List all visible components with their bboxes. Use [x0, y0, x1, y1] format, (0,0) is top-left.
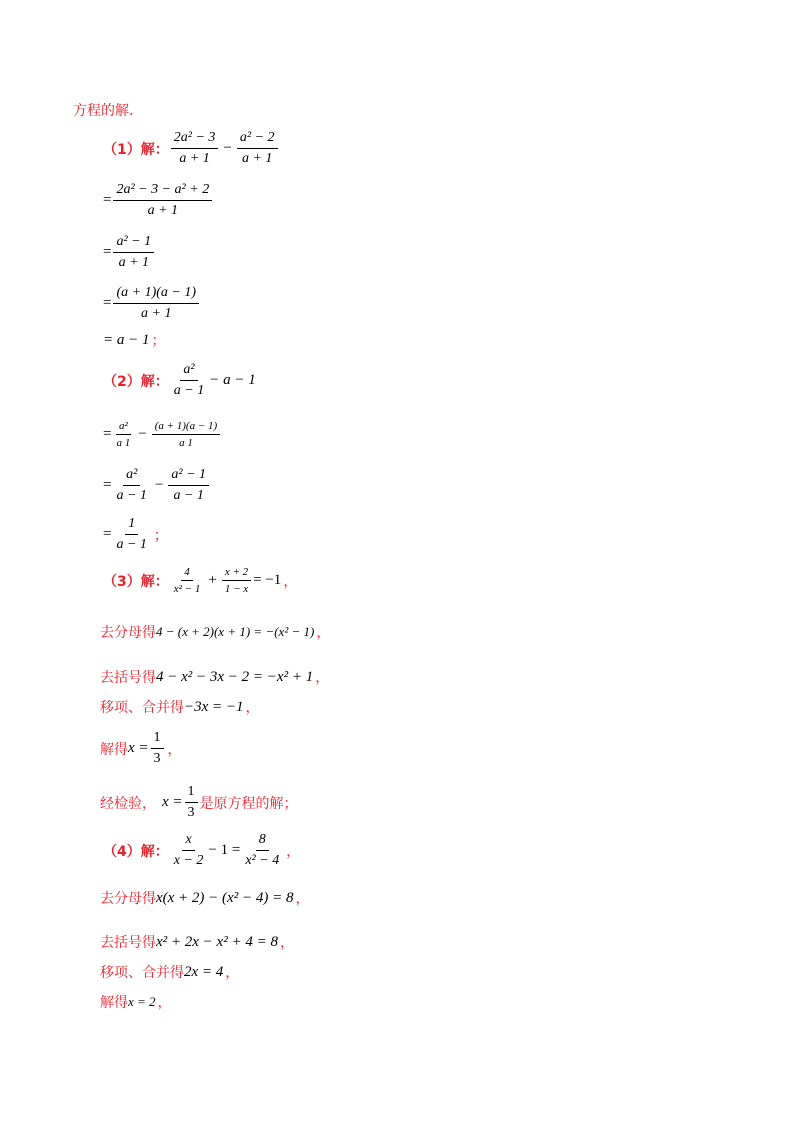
p4-step1: 去分母得 x(x + 2) − (x² − 4) = 8 ，: [100, 889, 310, 907]
p3-label: （3）解：: [103, 573, 169, 590]
p4-step3: 移项、合并得 2x = 4 ，: [100, 963, 240, 981]
p3-problem: （3）解： $\frac{4}{\text{x² − 1}}$ + $\frac{x + 2}{1 - x}$ = −1 ，: [103, 566, 298, 595]
p4-step4: 解得 x = 2 ，: [100, 994, 172, 1011]
p3-step3: 移项、合并得 −3x = −1 ，: [100, 698, 260, 716]
p2-label: （2）解：: [103, 373, 169, 390]
p2-problem: （2）解： $\frac{\text{a²}}{a - 1}$ − a − 1: [103, 362, 256, 398]
p4-problem: （4）解： $\frac{x}{x - 2}$ − 1 = $\frac{8}{\text{x² − 4}}$ ，: [103, 832, 301, 868]
p3-step4: 解得 x = $\frac{1}{3}$ ，: [100, 730, 182, 766]
p2-step1: = $\frac{\text{a²}}{a 1}$ − $\frac{(a + 1)(a - 1)}{a 1}$: [103, 418, 222, 451]
p1-label: （1）解：: [103, 141, 169, 158]
p2-step2: = $\frac{\text{a²}}{a - 1}$ − $\frac{\text{a² − 1}}{a - 1}$: [103, 465, 211, 506]
p1-frac1: $\frac{\text{2a² − 3}}{a + 1}$: [171, 128, 219, 169]
p4-label: （4）解：: [103, 843, 169, 860]
p2-result: = $\frac{1}{a - 1}$ ；: [103, 516, 168, 552]
p4-step2: 去括号得 x² + 2x − x² + 4 = 8 ，: [100, 933, 294, 951]
p1-result: = a − 1 ；: [103, 331, 166, 349]
p3-step2: 去括号得 4 − x² − 3x − 2 = −x² + 1 ，: [100, 668, 330, 686]
p1-frac2: $\frac{\text{a² − 2}}{a + 1}$: [237, 128, 278, 169]
p3-step1: 去分母得 4 − (x + 2)(x + 1) = −(x² − 1) ，: [100, 624, 331, 641]
intro-text: 方程的解.: [73, 103, 134, 119]
p3-check: 经检验， x = $\frac{1}{3}$ 是原方程的解；: [100, 784, 298, 820]
p1-problem: （1）解： $\frac{\text{2a² − 3}}{a + 1}$ − $\frac{\text{a² − 2}}{a + 1}$: [103, 128, 280, 169]
p1-step3: = $\frac{(a + 1)(a - 1)}{a + 1}$: [103, 283, 201, 324]
p1-step2: = $\frac{\text{a² − 1}}{a + 1}$: [103, 232, 156, 273]
intro-line: [73, 100, 133, 120]
p1-step1: = $\frac{\text{2a² − 3 − a² + 2}}{a + 1}$: [103, 180, 214, 221]
